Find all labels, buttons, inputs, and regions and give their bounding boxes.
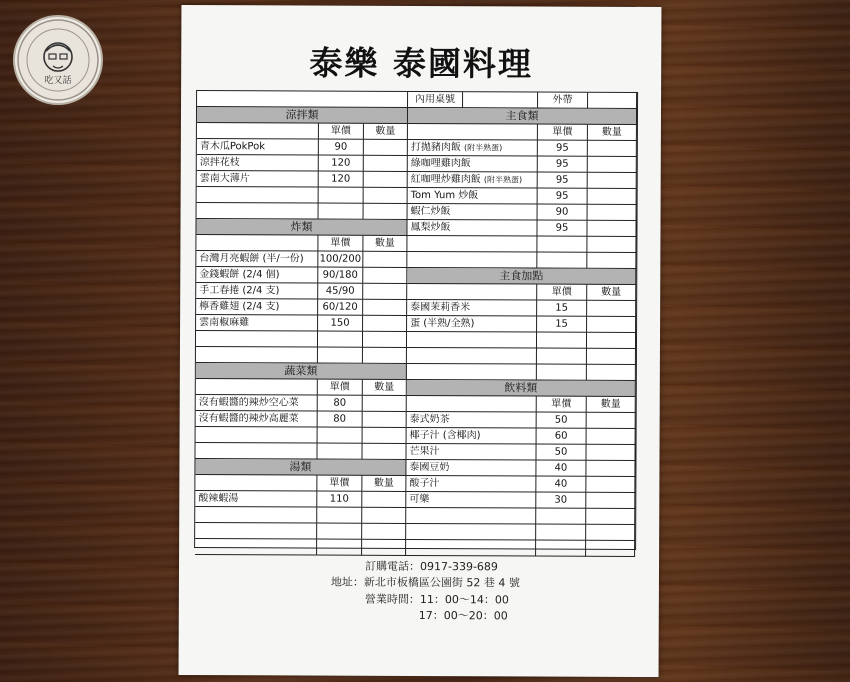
blank-cell [537,365,587,381]
qty-cell [363,396,407,412]
blank-row [407,348,537,365]
item-price: 80 [318,396,363,412]
blank-cell [317,540,362,556]
menu-item-name [197,139,319,156]
menu-item-name [407,412,537,429]
menu-item-name [406,444,536,461]
blank-cell [318,348,363,364]
menu-item-name [197,155,319,172]
qty-cell [364,204,408,220]
blank-row [196,427,318,444]
qty-cell [587,317,636,333]
qty-cell [588,205,637,221]
item-name: 綠咖哩雞肉飯 [410,157,471,170]
qty-cell [362,524,406,540]
column-blank [408,124,538,141]
item-price: 90 [538,205,588,221]
hours-evening-text: 17：00～20：00 [418,608,508,623]
item-name: 手工春捲 (2/4 支) [199,285,280,297]
blank-row [407,364,537,381]
qty-cell [363,412,407,428]
blank-row [197,203,319,220]
item-name: 金錢蝦餅 (2/4 個) [199,269,280,281]
item-price: 95 [538,141,588,157]
blank-cell [317,444,362,460]
menu-item-name [196,267,318,284]
menu-item-name [408,156,538,173]
qty-cell [364,188,408,204]
item-name: 椰子汁 (含椰肉) [409,429,481,442]
column-header-qty: 數量 [588,125,637,141]
qty-cell [587,237,636,253]
blank-row [195,507,317,524]
item-price: 15 [537,317,587,333]
column-header-qty: 數量 [362,476,406,492]
qty-cell [586,525,635,541]
qty-cell [587,221,636,237]
blank-cell [537,253,587,269]
column-blank [197,123,319,140]
menu-item-name [196,411,318,428]
menu-item-name [408,140,538,157]
item-name: 泰國豆奶 [409,461,450,474]
section-header: 主食加點 [407,268,636,285]
blank-cell [319,204,364,220]
menu-item-name [197,171,319,188]
item-price: 120 [319,172,364,188]
menu-item-name [408,188,538,205]
qty-cell [363,300,407,316]
item-name: 雲南椒麻雞 [199,317,250,329]
address-text: 地址：新北市板橋區公園街 52 巷 4 號 [330,575,520,590]
item-price: 50 [537,413,587,429]
item-price: 150 [318,316,363,332]
blank-cell [536,509,586,525]
column-header-price: 單價 [317,476,362,492]
blank-row [195,523,317,540]
qty-cell [362,540,406,556]
column-header-price: 單價 [537,397,587,413]
qty-cell [364,156,408,172]
item-price: 60/120 [318,300,363,316]
blank-cell [537,349,587,365]
item-name: 涼拌花枝 [199,157,240,169]
column-blank [407,396,537,413]
section-header: 湯類 [195,459,406,476]
item-price: 95 [538,173,588,189]
item-name: 鳳梨炒飯 [410,221,451,234]
qty-cell [363,332,407,348]
column-blank [195,475,317,492]
section-header: 涼拌類 [197,107,408,124]
section-header: 主食類 [408,108,637,125]
item-price: 15 [537,301,587,317]
item-name: 台灣月亮蝦餅 (半/一份) [199,253,304,265]
item-name: 酸辣蝦湯 [198,493,239,505]
menu-item-name [196,299,318,316]
menu-item-name [406,476,536,493]
column-header-price: 單價 [318,236,363,252]
menu-paper [179,5,662,677]
item-price: 100/200 [318,252,363,268]
item-name: 雲南大薄片 [199,173,250,185]
item-price: 60 [537,429,587,445]
item-name: 可樂 [409,493,430,506]
menu-item-name [408,172,538,189]
blank-row [406,524,536,541]
blank-cell [318,332,363,348]
column-header-qty: 數量 [587,285,636,301]
qty-cell [587,301,636,317]
item-note: (附半熟蛋) [464,143,503,153]
column-blank [196,379,318,396]
table-number-label: 內用桌號 [408,92,463,108]
item-price: 40 [536,477,586,493]
qty-cell [364,140,408,156]
phone-text: 訂購電話：0917-339-689 [364,559,498,574]
item-price: 45/90 [318,284,363,300]
column-header-price: 單價 [538,125,588,141]
blank-cell [318,428,363,444]
item-price: 90 [319,140,364,156]
left-column [195,91,408,548]
item-price: 95 [538,189,588,205]
item-price: 50 [536,445,586,461]
section-header: 飲料類 [407,380,636,397]
qty-cell [586,509,635,525]
qty-cell [588,141,637,157]
item-name: 酸子汁 [409,477,440,490]
qty-cell [588,173,637,189]
item-price: 110 [317,492,362,508]
qty-cell [587,253,636,269]
column-blank [196,235,318,252]
item-name: 沒有蝦醬的辣炒空心菜 [198,397,299,409]
qty-cell [362,492,406,508]
qty-cell [588,189,637,205]
qty-cell [586,493,635,509]
menu-item-name [195,491,317,508]
qty-cell [362,508,406,524]
qty-cell [586,477,635,493]
column-header-qty: 數量 [364,124,408,140]
menu-item-name [406,492,536,509]
menu-item-name [196,395,318,412]
item-price: 120 [319,156,364,172]
qty-cell [363,268,407,284]
menu-item-name [407,316,537,333]
table-number-field [463,92,538,108]
qty-cell [587,413,636,429]
menu-item-name [196,283,318,300]
menu-item-name [407,300,537,317]
item-name: Tom Yum 炒飯 [410,189,479,202]
takeout-label: 外帶 [538,93,588,109]
blank-cell [317,524,362,540]
qty-cell [586,541,635,557]
menu-item-name [196,251,318,268]
item-price: 30 [536,493,586,509]
blank-row [406,508,536,525]
qty-cell [363,316,407,332]
column-header-qty: 數量 [363,380,407,396]
item-name: 泰國茉莉香米 [410,301,471,314]
blank-row [407,332,537,349]
item-name: 芒果汁 [409,445,440,458]
qty-cell [363,428,407,444]
item-name: 檸香雞翅 (2/4 支) [199,301,280,313]
blank-row [407,236,537,253]
qty-cell [586,445,635,461]
item-name: 紅咖哩炒雞肉飯 [410,173,481,186]
section-header: 蔬菜類 [196,363,407,380]
item-name: 泰式奶茶 [409,413,450,426]
qty-cell [363,348,407,364]
qty-cell [363,252,407,268]
item-price: 80 [318,412,363,428]
item-name: 沒有蝦醬的辣炒高麗菜 [198,413,299,425]
right-column [406,92,637,549]
menu-item-name [408,204,538,221]
blank-row [196,331,318,348]
blank-row [195,443,317,460]
column-header-price: 單價 [319,124,364,140]
blank-cell [537,333,587,349]
qty-cell [586,461,635,477]
restaurant-title: 泰樂 泰國料理 [309,43,534,84]
column-header-qty: 數量 [587,397,636,413]
qty-cell [587,365,636,381]
svg-text:吃又話: 吃又話 [44,76,72,86]
blank-row [407,252,537,269]
watermark-logo [13,15,103,105]
item-price: 40 [536,461,586,477]
item-name: 蛋 (半熟/全熟) [410,317,475,330]
blank-cell [319,188,364,204]
qty-cell [364,172,408,188]
item-price: 95 [538,157,588,173]
qty-cell [362,444,406,460]
takeout-field [588,93,637,109]
blank-cell [317,508,362,524]
blank-cell [536,525,586,541]
qty-cell [587,429,636,445]
order-form-grid [194,90,638,550]
menu-item-name [196,315,318,332]
top-blank [197,91,408,108]
qty-cell [363,284,407,300]
item-name: 蝦仁炒飯 [410,205,451,218]
blank-cell [536,541,586,557]
qty-cell [587,349,636,365]
blank-row [195,539,317,556]
item-name: 青木瓜PokPok [199,141,266,153]
column-blank [407,284,537,301]
column-header-qty: 數量 [363,236,407,252]
section-header: 炸類 [196,219,407,236]
blank-row [196,347,318,364]
column-header-price: 單價 [537,285,587,301]
item-price: 95 [537,221,587,237]
item-note: (附半熟蛋) [483,175,523,185]
column-header-price: 單價 [318,380,363,396]
menu-item-name [406,460,536,477]
blank-row [197,187,319,204]
hours-text: 營業時間：11：00～14：00 [364,592,509,607]
qty-cell [587,333,636,349]
qty-cell [588,157,637,173]
menu-item-name [407,428,537,445]
blank-row [406,540,536,557]
item-price: 90/180 [318,268,363,284]
blank-cell [537,237,587,253]
menu-item-name [407,220,537,237]
item-name: 打拋豬肉飯 [410,141,461,154]
